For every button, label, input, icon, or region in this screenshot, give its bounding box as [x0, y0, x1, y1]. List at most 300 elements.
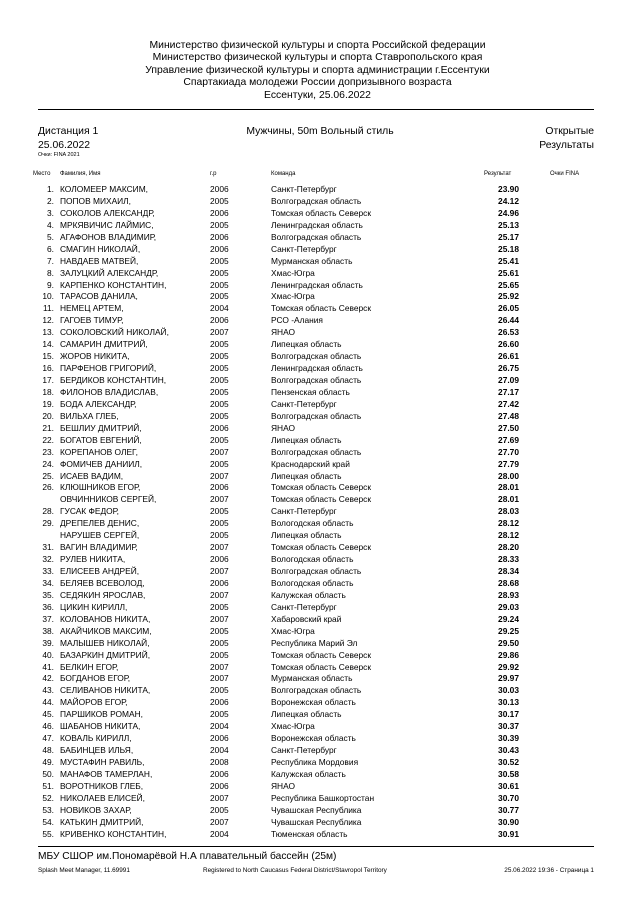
- table-row: [0, 685, 635, 697]
- result-year: 2005: [210, 410, 229, 421]
- result-name: ЗАЛУЦКИЙ АЛЕКСАНДР,: [60, 267, 159, 278]
- result-name: ПАРШИКОВ РОМАН,: [60, 709, 143, 720]
- points-note: Очки: FINA 2021: [38, 152, 80, 158]
- result-time: 28.01: [498, 494, 519, 505]
- result-year: 2005: [210, 219, 229, 230]
- col-time: Результат: [484, 171, 512, 177]
- result-year: 2004: [210, 721, 229, 732]
- result-time: 27.50: [498, 422, 519, 433]
- result-time: 25.61: [498, 267, 519, 278]
- result-place: 34.: [42, 577, 54, 588]
- table-row: [0, 232, 635, 244]
- result-place: 45.: [42, 709, 54, 720]
- result-time: 30.13: [498, 697, 519, 708]
- result-year: 2007: [210, 589, 229, 600]
- result-name: СЕДЯКИН ЯРОСЛАВ,: [60, 589, 146, 600]
- result-place: 13.: [42, 327, 54, 338]
- result-name: КОЛОВАНОВ НИКИТА,: [60, 613, 151, 624]
- result-time: 30.90: [498, 816, 519, 827]
- result-team: Волгоградская область: [271, 410, 362, 421]
- result-place: 6.: [47, 243, 54, 254]
- result-year: 2006: [210, 733, 229, 744]
- result-team: Томская область Северск: [271, 542, 371, 553]
- table-row: [0, 268, 635, 280]
- result-time: 27.42: [498, 398, 519, 409]
- result-year: 2006: [210, 243, 229, 254]
- result-year: 2005: [210, 195, 229, 206]
- result-name: БЕРДИКОВ КОНСТАНТИН,: [60, 375, 167, 385]
- result-place: 33.: [42, 566, 54, 576]
- footer-divider: [38, 846, 594, 847]
- result-team: Томская область Северск: [271, 494, 371, 505]
- result-year: 2005: [210, 804, 229, 815]
- table-row: [0, 817, 635, 829]
- result-name: МАЙОРОВ ЕГОР,: [60, 697, 128, 708]
- result-name: БЕЛЯЕВ ВСЕВОЛОД,: [60, 577, 145, 588]
- col-points: Очки FINA: [550, 171, 580, 177]
- results-table: [0, 184, 635, 841]
- result-time: 30.58: [498, 768, 519, 779]
- result-year: 2007: [210, 494, 229, 505]
- result-time: 29.92: [498, 661, 519, 672]
- result-year: 2004: [210, 745, 229, 756]
- result-name: МАНАФОВ ТАМЕРЛАН,: [60, 768, 153, 779]
- result-year: 2005: [210, 518, 229, 529]
- result-team: Санкт-Петербург: [271, 184, 337, 194]
- result-place: 41.: [42, 661, 54, 672]
- result-team: Липецкая область: [271, 530, 342, 541]
- result-team: Чувашская Республика: [271, 804, 362, 815]
- result-place: 55.: [42, 828, 54, 839]
- table-row: [0, 530, 635, 542]
- footer-software: Splash Meet Manager, 11.69991: [38, 867, 130, 874]
- col-year: г.р: [210, 171, 217, 177]
- result-year: 2007: [210, 816, 229, 827]
- result-name: МУСТАФИН РАВИЛЬ,: [60, 757, 145, 767]
- result-year: 2006: [210, 231, 229, 242]
- result-team: Липецкая область: [271, 709, 342, 720]
- table-row: [0, 518, 635, 530]
- table-row: [0, 709, 635, 721]
- result-year: 2005: [210, 434, 229, 445]
- header-line-ministry-region: Министерство физической культуры и спорта Ставропольского края: [152, 52, 483, 64]
- result-name: БАБИНЦЕВ ИЛЬЯ,: [60, 745, 134, 756]
- result-name: КРИВЕНКО КОНСТАНТИН,: [60, 828, 167, 839]
- result-team: Санкт-Петербург: [271, 398, 337, 409]
- result-team: Тюменская область: [271, 828, 348, 839]
- result-time: 23.90: [498, 184, 519, 194]
- result-team: Пензенская область: [271, 386, 350, 397]
- result-time: 28.00: [498, 470, 519, 481]
- result-year: 2005: [210, 530, 229, 541]
- result-name: ИСАЕВ ВАДИМ,: [60, 470, 124, 481]
- result-name: КАРПЕНКО КОНСТАНТИН,: [60, 279, 167, 290]
- result-year: 2005: [210, 709, 229, 720]
- result-place: 23.: [42, 446, 54, 457]
- result-time: 25.17: [498, 231, 519, 242]
- result-year: 2006: [210, 554, 229, 565]
- result-name: ФОМИЧЕВ ДАНИИЛ,: [60, 458, 143, 469]
- result-name: ЦИКИН КИРИЛЛ,: [60, 601, 128, 612]
- table-row: [0, 829, 635, 841]
- result-team: Республика Мордовия: [271, 757, 359, 767]
- result-year: 2006: [210, 697, 229, 708]
- result-place: 38.: [42, 625, 54, 636]
- result-place: 52.: [42, 792, 54, 803]
- result-name: БОГАТОВ ЕВГЕНИЙ,: [60, 434, 142, 445]
- result-place: 32.: [42, 554, 54, 565]
- result-time: 27.69: [498, 434, 519, 445]
- result-team: Томская область Северск: [271, 303, 371, 314]
- result-place: 37.: [42, 613, 54, 624]
- result-name: СОКОЛОВ АЛЕКСАНДР,: [60, 207, 155, 218]
- result-team: Липецкая область: [271, 434, 342, 445]
- table-row: [0, 280, 635, 292]
- result-name: ВОРОТНИКОВ ГЛЕБ,: [60, 780, 144, 791]
- result-name: АКАЙЧИКОВ МАКСИМ,: [60, 625, 152, 636]
- result-time: 28.01: [498, 482, 519, 493]
- table-row: [0, 459, 635, 471]
- result-team: Санкт-Петербург: [271, 601, 337, 612]
- result-team: Ленинградская область: [271, 363, 363, 374]
- result-team: Ленинградская область: [271, 279, 363, 290]
- result-team: Калужская область: [271, 589, 346, 600]
- result-place: 51.: [42, 780, 54, 791]
- result-team: Липецкая область: [271, 339, 342, 350]
- result-year: 2004: [210, 303, 229, 314]
- result-place: 19.: [42, 398, 54, 409]
- result-name: ОВЧИННИКОВ СЕРГЕЙ,: [60, 494, 157, 505]
- result-place: 15.: [42, 351, 54, 362]
- result-place: 3.: [47, 207, 54, 218]
- result-name: БЕШЛИУ ДМИТРИЙ,: [60, 422, 142, 433]
- table-row: [0, 363, 635, 375]
- result-place: 11.: [42, 303, 54, 314]
- result-place: 35.: [42, 589, 54, 600]
- result-name: РУЛЕВ НИКИТА,: [60, 554, 126, 565]
- result-place: 2.: [47, 195, 54, 206]
- result-time: 26.75: [498, 363, 519, 374]
- result-team: Вологодская область: [271, 577, 354, 588]
- result-year: 2005: [210, 637, 229, 648]
- document-header: [0, 40, 635, 102]
- result-place: 44.: [42, 697, 54, 708]
- event-distance: Дистанция 1: [38, 126, 99, 137]
- result-name: НАРУШЕВ СЕРГЕЙ,: [60, 530, 140, 541]
- result-name: БОГДАНОВ ЕГОР,: [60, 673, 131, 684]
- table-row: [0, 602, 635, 614]
- result-year: 2006: [210, 422, 229, 433]
- result-name: ГУСАК ФЕДОР,: [60, 506, 119, 517]
- col-team: Команда: [271, 171, 296, 177]
- result-year: 2007: [210, 542, 229, 553]
- result-time: 24.96: [498, 207, 519, 218]
- result-name: НИКОЛАЕВ ЕЛИСЕЙ,: [60, 792, 145, 803]
- result-place: 16.: [42, 363, 54, 374]
- result-time: 30.17: [498, 709, 519, 720]
- result-place: 28.: [42, 506, 54, 517]
- result-team: Волгоградская область: [271, 375, 362, 385]
- table-row: [0, 315, 635, 327]
- result-name: МАЛЫШЕВ НИКОЛАЙ,: [60, 637, 150, 648]
- result-time: 26.44: [498, 315, 519, 326]
- result-time: 26.53: [498, 327, 519, 338]
- result-name: СЕЛИВАНОВ НИКИТА,: [60, 685, 151, 696]
- result-year: 2007: [210, 613, 229, 624]
- result-time: 25.92: [498, 291, 519, 302]
- result-place: 7.: [47, 255, 54, 266]
- result-year: 2005: [210, 363, 229, 374]
- result-team: Санкт-Петербург: [271, 243, 337, 254]
- result-year: 2005: [210, 351, 229, 362]
- result-place: 24.: [42, 458, 54, 469]
- result-time: 25.41: [498, 255, 519, 266]
- table-row: [0, 721, 635, 733]
- venue-name: МБУ СШОР им.Пономарёвой Н.А плавательный бассейн (25м): [38, 851, 337, 862]
- result-time: 26.05: [498, 303, 519, 314]
- result-team: Калужская область: [271, 768, 346, 779]
- result-name: НЕМЕЦ АРТЕМ,: [60, 303, 124, 314]
- result-name: НОВИКОВ ЗАХАР,: [60, 804, 132, 815]
- result-name: ЖОРОВ НИКИТА,: [60, 351, 130, 362]
- result-place: 39.: [42, 637, 54, 648]
- result-team: Ленинградская область: [271, 219, 363, 230]
- result-place: 8.: [47, 267, 54, 278]
- result-year: 2007: [210, 673, 229, 684]
- result-name: ФИЛОНОВ ВЛАДИСЛАВ,: [60, 386, 159, 397]
- result-place: 26.: [42, 482, 54, 493]
- result-year: 2005: [210, 291, 229, 302]
- table-row: [0, 757, 635, 769]
- table-row: [0, 650, 635, 662]
- result-team: Липецкая область: [271, 470, 342, 481]
- event-title: Мужчины, 50m Вольный стиль: [246, 126, 394, 137]
- result-name: СМАГИН НИКОЛАЙ,: [60, 243, 141, 254]
- result-time: 26.60: [498, 339, 519, 350]
- result-place: 29.: [42, 518, 54, 529]
- result-team: Мурманская область: [271, 673, 353, 684]
- result-place: 5.: [47, 231, 54, 242]
- result-name: КЛЮШНИКОВ ЕГОР,: [60, 482, 141, 493]
- table-row: [0, 590, 635, 602]
- header-divider: [38, 109, 594, 110]
- result-year: 2005: [210, 458, 229, 469]
- result-place: 14.: [42, 339, 54, 350]
- result-time: 29.24: [498, 613, 519, 624]
- table-row: [0, 614, 635, 626]
- result-year: 2007: [210, 792, 229, 803]
- result-place: 9.: [47, 279, 54, 290]
- result-year: 2007: [210, 470, 229, 481]
- result-time: 24.12: [498, 195, 519, 206]
- result-team: Хмас-Югра: [271, 721, 315, 732]
- table-row: [0, 506, 635, 518]
- table-row: [0, 447, 635, 459]
- result-name: БОДА АЛЕКСАНДР,: [60, 398, 137, 409]
- result-year: 2007: [210, 566, 229, 576]
- result-year: 2005: [210, 685, 229, 696]
- result-time: 27.09: [498, 375, 519, 385]
- event-info-right: [539, 125, 594, 152]
- result-year: 2006: [210, 184, 229, 194]
- result-name: ШАБАНОВ НИКИТА,: [60, 721, 141, 732]
- result-year: 2004: [210, 828, 229, 839]
- result-time: 28.34: [498, 566, 519, 576]
- result-time: 26.61: [498, 351, 519, 362]
- result-team: Краснодарский край: [271, 458, 350, 469]
- result-name: АГАФОНОВ ВЛАДИМИР,: [60, 231, 157, 242]
- header-line-city-department: Управление физической культуры и спорта администрации г.Ессентуки: [145, 64, 490, 76]
- result-time: 29.50: [498, 637, 519, 648]
- result-place: 46.: [42, 721, 54, 732]
- table-row: [0, 626, 635, 638]
- result-year: 2005: [210, 267, 229, 278]
- table-row: [0, 793, 635, 805]
- result-time: 28.93: [498, 589, 519, 600]
- result-name: ВИЛЬХА ГЛЕБ,: [60, 410, 119, 421]
- result-time: 28.33: [498, 554, 519, 565]
- table-row: [0, 697, 635, 709]
- result-place: 48.: [42, 745, 54, 756]
- result-team: ЯНАО: [271, 780, 296, 791]
- header-line-competition: Спартакиада молодежи России допризывного возраста: [183, 77, 452, 89]
- result-place: 31.: [42, 542, 54, 553]
- result-time: 28.12: [498, 530, 519, 541]
- result-year: 2006: [210, 577, 229, 588]
- result-time: 30.70: [498, 792, 519, 803]
- result-place: 50.: [42, 768, 54, 779]
- result-place: 25.: [42, 470, 54, 481]
- result-year: 2005: [210, 255, 229, 266]
- result-time: 30.77: [498, 804, 519, 815]
- result-time: 25.65: [498, 279, 519, 290]
- result-team: Томская область Северск: [271, 649, 371, 660]
- table-row: [0, 733, 635, 745]
- result-place: 21.: [42, 422, 54, 433]
- result-time: 29.25: [498, 625, 519, 636]
- result-team: Санкт-Петербург: [271, 506, 337, 517]
- table-row: [0, 244, 635, 256]
- result-time: 28.68: [498, 577, 519, 588]
- table-row: [0, 494, 635, 506]
- result-place: 43.: [42, 685, 54, 696]
- table-row: [0, 554, 635, 566]
- table-row: [0, 399, 635, 411]
- result-place: 47.: [42, 733, 54, 744]
- result-year: 2005: [210, 339, 229, 350]
- result-year: 2006: [210, 315, 229, 326]
- result-name: ДРЕПЕЛЕВ ДЕНИС,: [60, 518, 140, 529]
- result-team: Томская область Северск: [271, 661, 371, 672]
- result-team: Мурманская область: [271, 255, 353, 266]
- result-time: 28.03: [498, 506, 519, 517]
- table-row: [0, 387, 635, 399]
- result-team: ЯНАО: [271, 327, 296, 338]
- result-name: ТАРАСОВ ДАНИЛА,: [60, 291, 138, 302]
- result-time: 30.03: [498, 685, 519, 696]
- result-place: 42.: [42, 673, 54, 684]
- result-time: 30.61: [498, 780, 519, 791]
- result-name: КАТЬКИН ДМИТРИЙ,: [60, 816, 144, 827]
- result-place: 12.: [42, 315, 54, 326]
- result-time: 28.12: [498, 518, 519, 529]
- table-row: [0, 578, 635, 590]
- result-year: 2007: [210, 446, 229, 457]
- result-name: ПАРФЕНОВ ГРИГОРИЙ,: [60, 363, 157, 374]
- result-year: 2007: [210, 327, 229, 338]
- result-name: ПОПОВ МИХАИЛ,: [60, 195, 131, 206]
- result-time: 27.17: [498, 386, 519, 397]
- result-team: Волгоградская область: [271, 685, 362, 696]
- result-place: 20.: [42, 410, 54, 421]
- result-time: 28.20: [498, 542, 519, 553]
- table-row: [0, 303, 635, 315]
- table-row: [0, 638, 635, 650]
- result-year: 2006: [210, 207, 229, 218]
- result-place: 49.: [42, 757, 54, 767]
- table-row: [0, 291, 635, 303]
- table-row: [0, 208, 635, 220]
- header-line-ministry-rf: Министерство физической культуры и спорта Российской федерации: [149, 40, 486, 51]
- table-row: [0, 482, 635, 494]
- result-time: 29.86: [498, 649, 519, 660]
- result-team: Волгоградская область: [271, 351, 362, 362]
- result-team: Волгоградская область: [271, 195, 362, 206]
- result-year: 2005: [210, 398, 229, 409]
- table-row: [0, 781, 635, 793]
- result-name: САМАРИН ДМИТРИЙ,: [60, 339, 148, 350]
- result-year: 2005: [210, 625, 229, 636]
- result-place: 17.: [42, 375, 54, 385]
- result-year: 2005: [210, 649, 229, 660]
- table-row: [0, 375, 635, 387]
- table-row: [0, 196, 635, 208]
- table-row: [0, 411, 635, 423]
- result-team: Вологодская область: [271, 554, 354, 565]
- result-team: Чувашская Республика: [271, 816, 362, 827]
- result-year: 2008: [210, 757, 229, 767]
- result-name: БАЗАРКИН ДМИТРИЙ,: [60, 649, 151, 660]
- results-column-header: [0, 170, 635, 179]
- result-team: Хмас-Югра: [271, 267, 315, 278]
- result-time: 25.18: [498, 243, 519, 254]
- event-doc-type: Результаты: [539, 139, 594, 151]
- col-name: Фамилия, Имя: [60, 171, 101, 177]
- result-time: 25.13: [498, 219, 519, 230]
- result-name: ГАГОЕВ ТИМУР,: [60, 315, 124, 326]
- result-year: 2005: [210, 279, 229, 290]
- table-row: [0, 435, 635, 447]
- table-row: [0, 745, 635, 757]
- result-name: ВАГИН ВЛАДИМИР,: [60, 542, 138, 553]
- table-row: [0, 423, 635, 435]
- result-team: РСО -Алания: [271, 315, 323, 326]
- result-team: Воронежская область: [271, 733, 356, 744]
- result-team: Томская область Северск: [271, 482, 371, 493]
- table-row: [0, 769, 635, 781]
- result-team: Хмас-Югра: [271, 625, 315, 636]
- result-place: 22.: [42, 434, 54, 445]
- table-row: [0, 327, 635, 339]
- result-place: 18.: [42, 386, 54, 397]
- result-time: 30.52: [498, 757, 519, 767]
- footer-registration: Registered to North Caucasus Federal District/Stavropol Territory: [203, 867, 387, 874]
- table-row: [0, 542, 635, 554]
- result-name: НАВДАЕВ МАТВЕЙ,: [60, 255, 139, 266]
- result-time: 27.48: [498, 410, 519, 421]
- result-team: Воронежская область: [271, 697, 356, 708]
- result-name: БЕЛКИН ЕГОР,: [60, 661, 119, 672]
